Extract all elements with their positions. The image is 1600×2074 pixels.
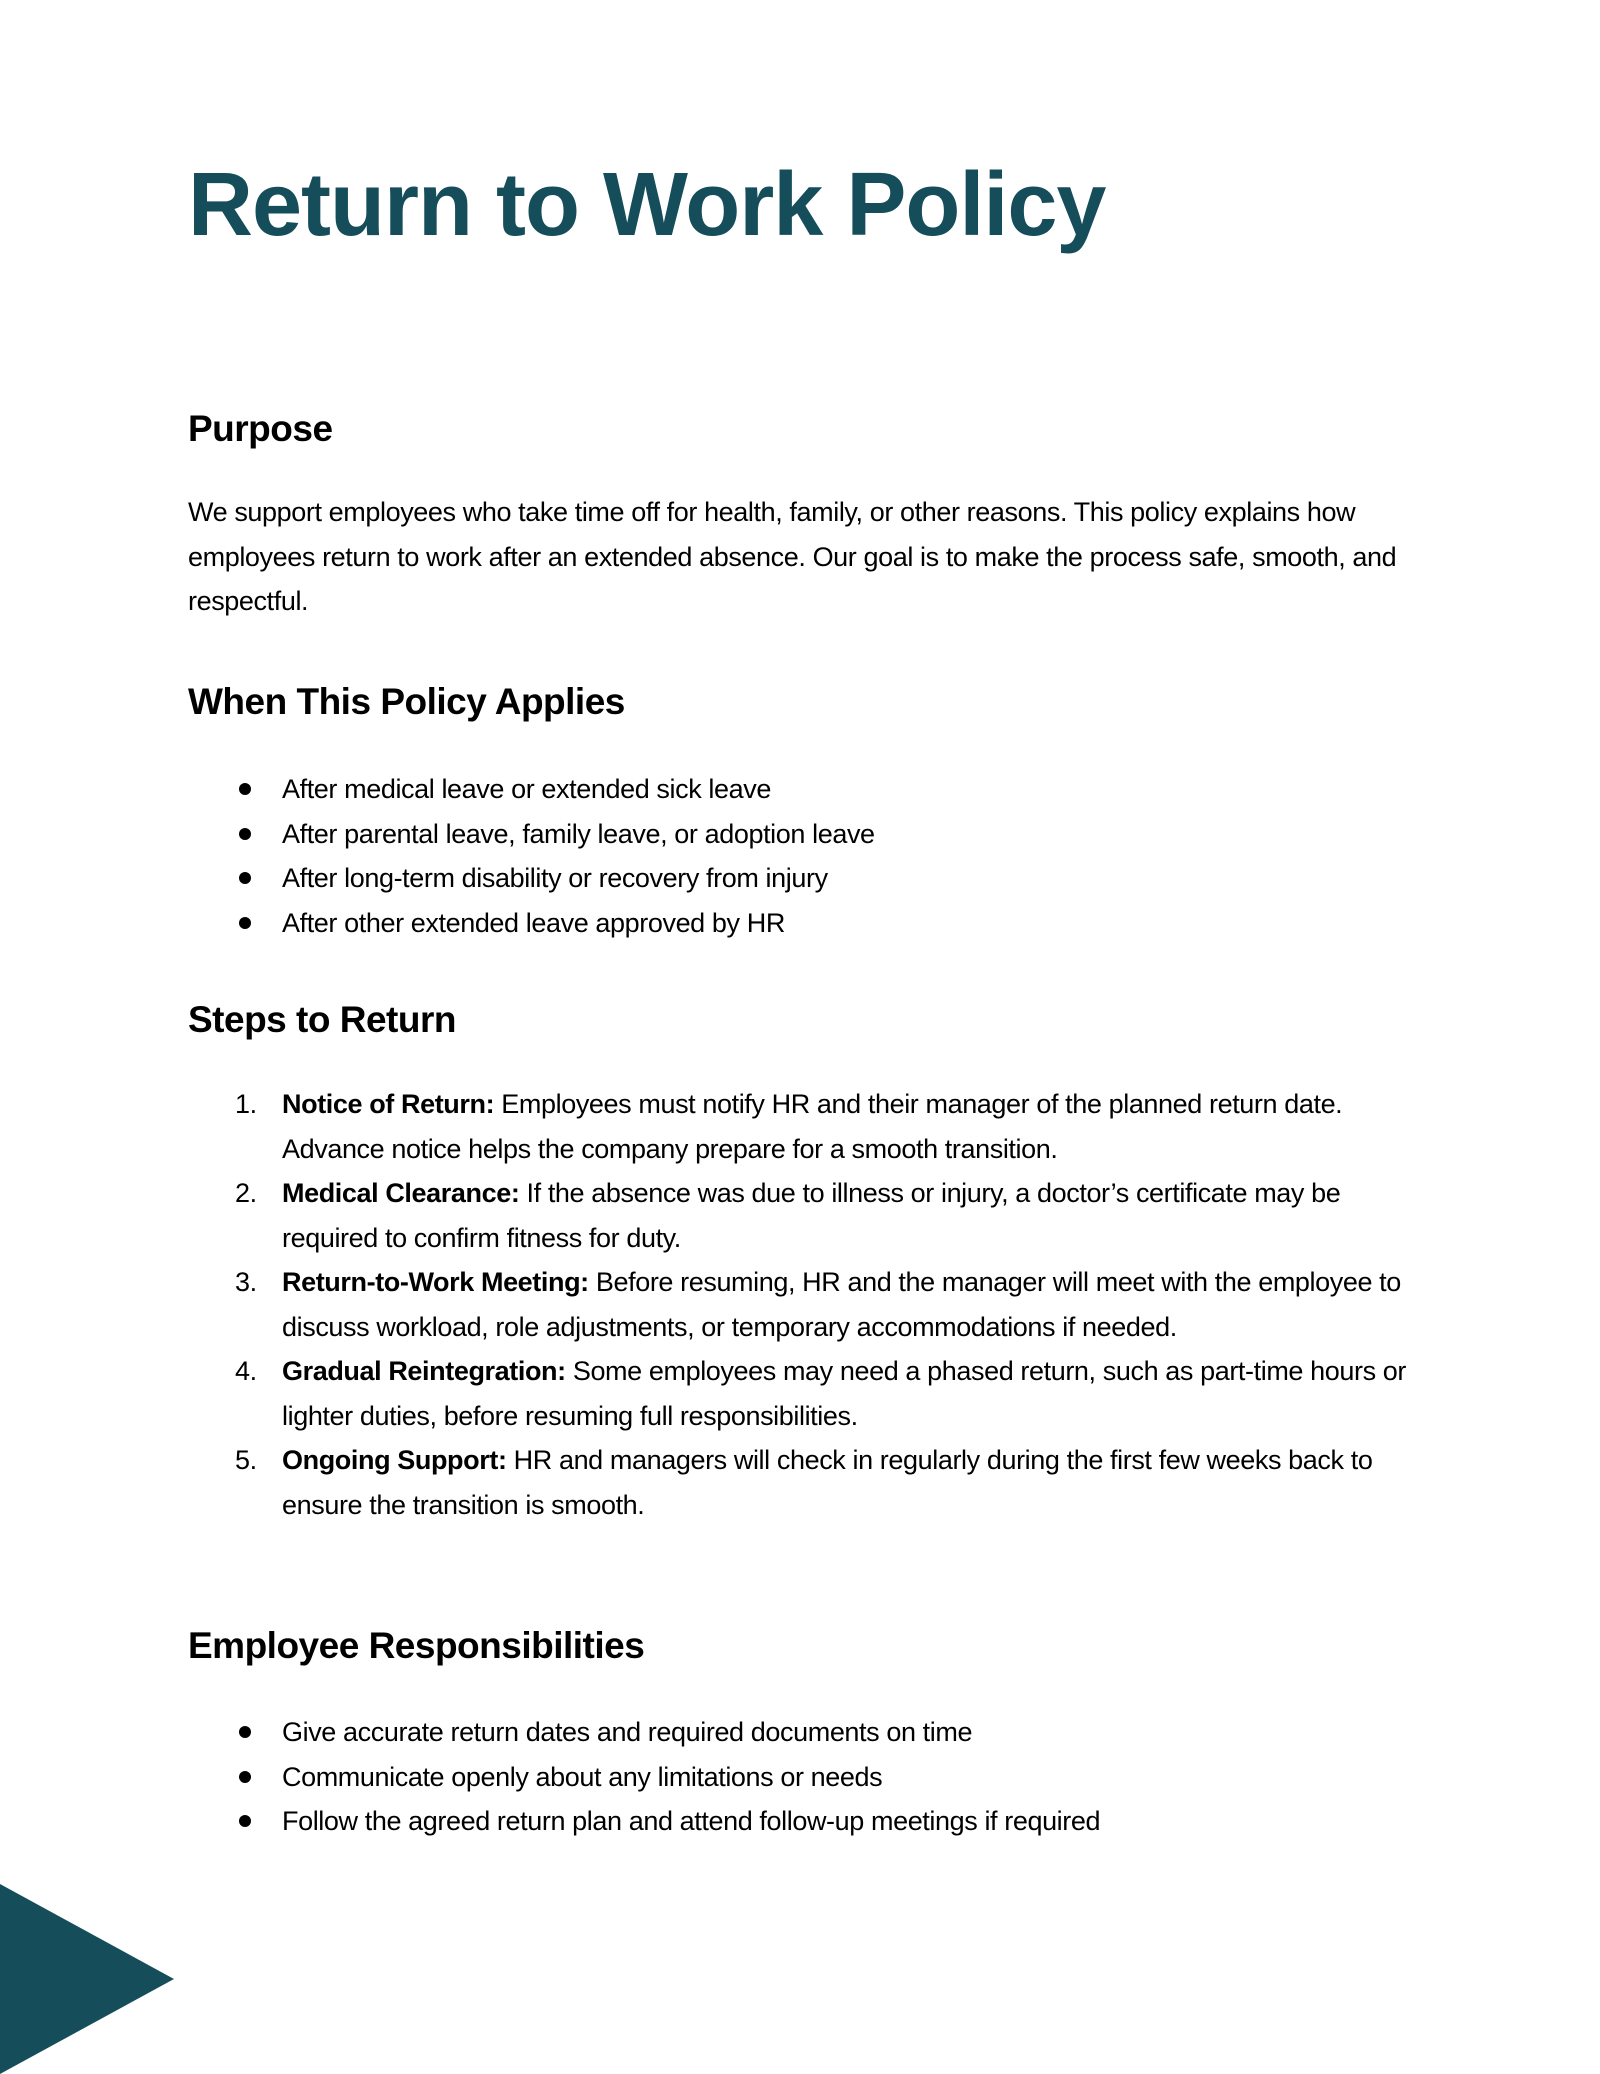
step-number: 5. — [235, 1445, 257, 1475]
responsibilities-list — [188, 1710, 1428, 1844]
step-number: 2. — [235, 1178, 257, 1208]
step-text: Some employees may need a phased return, such as part-time hours or lighter duties, before resuming full responsibilities. — [282, 1356, 1406, 1431]
step-item — [188, 1438, 1428, 1527]
list-item: After long-term disability or recovery from injury — [188, 856, 1428, 901]
step-label: Return-to-Work Meeting: — [282, 1267, 589, 1297]
bullet-icon — [239, 917, 251, 929]
bullet-icon — [239, 1771, 251, 1783]
steps-heading: Steps to Return — [188, 999, 456, 1040]
step-item — [188, 1082, 1428, 1171]
responsibilities-heading: Employee Responsibilities — [188, 1625, 645, 1666]
list-item: After other extended leave approved by HR — [188, 901, 1428, 946]
step-label: Notice of Return: — [282, 1089, 495, 1119]
document-title: Return to Work Policy — [188, 155, 1106, 255]
bullet-icon — [239, 828, 251, 840]
list-item: After parental leave, family leave, or adoption leave — [188, 812, 1428, 857]
steps-list — [188, 1082, 1428, 1527]
step-label: Gradual Reintegration: — [282, 1356, 566, 1386]
bullet-icon — [239, 1726, 251, 1738]
step-text: Employees must notify HR and their manager of the planned return date. Advance notice helps the company prepare for a smooth transition. — [282, 1089, 1343, 1164]
step-item — [188, 1171, 1428, 1260]
step-item — [188, 1349, 1428, 1438]
list-item: Follow the agreed return plan and attend follow-up meetings if required — [188, 1799, 1428, 1844]
step-number: 1. — [235, 1089, 257, 1119]
decorative-triangle-icon — [0, 1884, 174, 2074]
list-item: Communicate openly about any limitations or needs — [188, 1755, 1428, 1800]
bullet-icon — [239, 783, 251, 795]
step-text: If the absence was due to illness or injury, a doctor’s certificate may be required to confirm fitness for duty. — [282, 1178, 1341, 1253]
step-label: Ongoing Support: — [282, 1445, 507, 1475]
bullet-icon — [239, 1815, 251, 1827]
step-item — [188, 1260, 1428, 1349]
step-number: 4. — [235, 1356, 257, 1386]
applies-list — [188, 767, 1428, 945]
step-number: 3. — [235, 1267, 257, 1297]
bullet-icon — [239, 872, 251, 884]
step-text: Before resuming, HR and the manager will meet with the employee to discuss workload, role adjustments, or temporary accommodations if needed. — [282, 1267, 1401, 1342]
applies-heading: When This Policy Applies — [188, 681, 625, 722]
list-item: After medical leave or extended sick leave — [188, 767, 1428, 812]
list-item: Give accurate return dates and required documents on time — [188, 1710, 1428, 1755]
step-label: Medical Clearance: — [282, 1178, 520, 1208]
purpose-heading: Purpose — [188, 408, 333, 449]
step-text: HR and managers will check in regularly during the first few weeks back to ensure the transition is smooth. — [282, 1445, 1373, 1520]
purpose-paragraph: We support employees who take time off for health, family, or other reasons. This policy explains how employees return to work after an extended absence. Our goal is to make the process safe, smooth, and respectful. — [188, 497, 1397, 616]
